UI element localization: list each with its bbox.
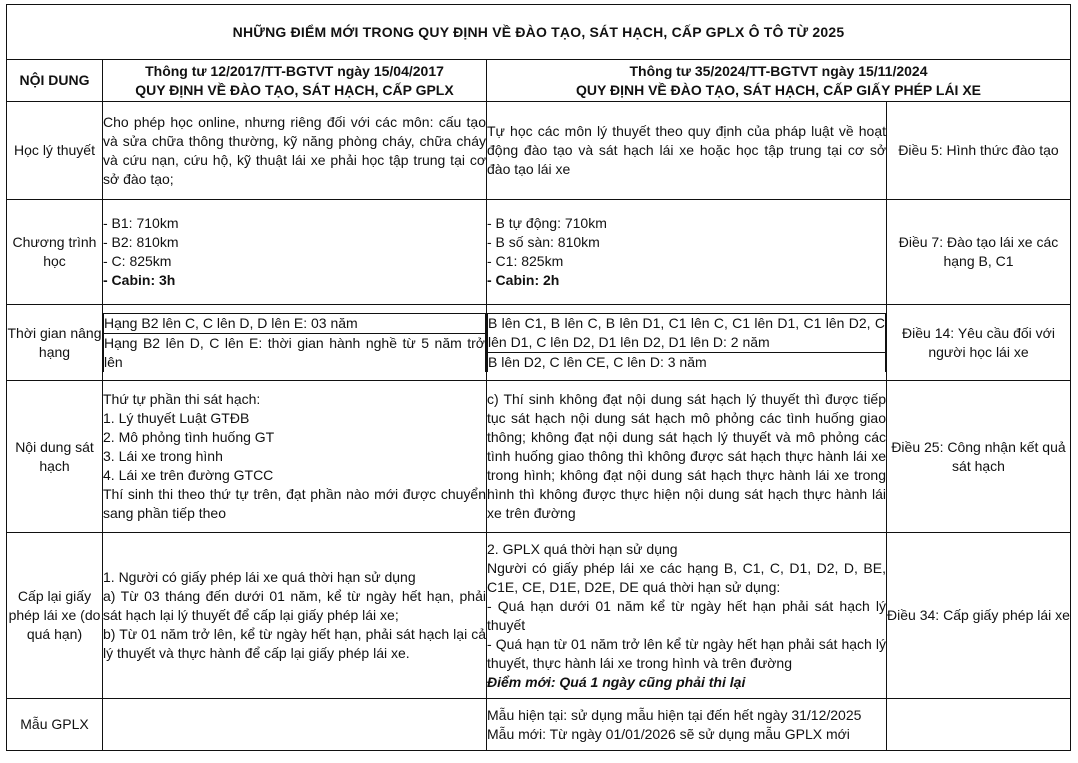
list-item: 2. GPLX quá thời hạn sử dụng [487, 540, 678, 557]
table-row [7, 305, 1071, 381]
list-item: 1. Lý thuyết Luật GTĐB [103, 410, 250, 426]
table-row [7, 200, 1071, 305]
table-row [7, 102, 1071, 200]
row-label: Chương trình học [7, 200, 103, 305]
document-title: NHỮNG ĐIỂM MỚI TRONG QUY ĐỊNH VỀ ĐÀO TẠO, SÁT HẠCH, CẤP GPLX Ô TÔ TỪ 2025 [7, 5, 1071, 60]
article-reference: Điều 14: Yêu cầu đối với người học lái xe [887, 305, 1071, 381]
list-item: - B1: 710km [103, 215, 179, 231]
sub-table [103, 313, 486, 372]
list-item: Mẫu mới: Từ ngày 01/01/2026 sẽ sử dụng mẫu GPLX mới [487, 725, 850, 742]
article-reference: Điều 34: Cấp giấy phép lái xe [887, 533, 1071, 699]
list-item: 2. Mô phỏng tình huống GT [103, 429, 275, 445]
comparison-table [6, 4, 1071, 751]
list-item: a) Từ 03 tháng đến dưới 01 năm, kể từ ngày hết hạn, phải sát hạch lại lý thuyết để cấp lại giấy phép lái xe; [103, 588, 486, 623]
header-new-regulation [487, 60, 1071, 102]
paragraph: Thí sinh thi theo thứ tự trên, đạt phần nào mới được chuyển sang phần tiếp theo [103, 486, 486, 521]
list-item: - B tự động: 710km [487, 215, 607, 231]
article-reference: Điều 7: Đào tạo lái xe các hạng B, C1 [887, 200, 1071, 305]
row-label: Học lý thuyết [7, 102, 103, 200]
list-item: - C: 825km [103, 253, 172, 269]
sub-item: B lên D2, C lên CE, C lên D: 3 năm [488, 353, 886, 373]
old-regulation-cell [103, 533, 487, 699]
list-item: - Quá hạn dưới 01 năm kể từ ngày hết hạn phải sát hạch lý thuyết [487, 597, 886, 633]
article-reference [887, 699, 1071, 751]
row-label: Mẫu GPLX [7, 699, 103, 751]
list-item: - B2: 810km [103, 234, 179, 250]
list-item-bold: - Cabin: 3h [103, 272, 176, 288]
old-regulation-cell [103, 200, 487, 305]
article-reference: Điều 5: Hình thức đào tạo [887, 102, 1071, 200]
highlight-note: Điểm mới: Quá 1 ngày cũng phải thi lại [487, 673, 746, 690]
sub-item: Hạng B2 lên C, C lên D, D lên E: 03 năm [104, 314, 486, 334]
list-item: Thứ tự phần thi sát hạch: [103, 391, 261, 407]
new-regulation-cell [487, 533, 887, 699]
list-item-bold: - Cabin: 2h [487, 272, 560, 288]
new-regulation-cell [487, 305, 887, 381]
header-content: NỘI DUNG [7, 60, 103, 102]
list-item: - B số sàn: 810km [487, 234, 600, 250]
row-label: Nội dung sát hạch [7, 381, 103, 533]
new-regulation-cell [487, 200, 887, 305]
header-new-line2: QUY ĐỊNH VỀ ĐÀO TẠO, SÁT HẠCH, CẤP GIẤY PHÉP LÁI XE [575, 81, 982, 98]
old-regulation-cell [103, 305, 487, 381]
list-item: 3. Lái xe trong hình [103, 448, 223, 464]
sub-table [487, 313, 886, 372]
list-item: Người có giấy phép lái xe các hạng B, C1, C, D1, D2, D, BE, C1E, CE, D1E, D2E, DE quá thời hạn sử dụng: [487, 559, 886, 595]
header-row [7, 60, 1071, 102]
sub-item: Hạng B2 lên D, C lên E: thời gian hành nghề từ 5 năm trở lên [104, 335, 485, 370]
table-row [7, 699, 1071, 751]
row-label: Cấp lại giấy phép lái xe (do quá hạn) [7, 533, 103, 699]
header-old-line1: Thông tư 12/2017/TT-BGTVT ngày 15/04/2017 [145, 62, 444, 79]
new-regulation-cell: Tự học các môn lý thuyết theo quy định của pháp luật về hoạt động đào tạo và sát hạch lái xe hoặc học tập trung tại cơ sở đào tạo lái xe [487, 102, 887, 200]
list-item: - C1: 825km [487, 253, 564, 269]
header-old-line2: QUY ĐỊNH VỀ ĐÀO TẠO, SÁT HẠCH, CẤP GPLX [135, 81, 454, 98]
list-item: b) Từ 01 năm trở lên, kể từ ngày hết hạn, phải sát hạch lại cả lý thuyết và thực hành để cấp lại giấy phép lái xe. [103, 626, 486, 661]
table-row [7, 381, 1071, 533]
header-new-line1: Thông tư 35/2024/TT-BGTVT ngày 15/11/2024 [629, 62, 928, 79]
new-regulation-cell: c) Thí sinh không đạt nội dung sát hạch lý thuyết thì được tiếp tục sát hạch nội dung sát hạch mô phỏng các tình huống giao thông; không đạt nội dung sát hạch lý thuyết và mô phỏng các tình huống giao thông thì không được sát hạch thực hành lái xe trong hình; không đạt nội dung sát hạch thực hành lái xe trong hình thì không được thực hiện nội dung sát hạch thực hành lái xe trên đường [487, 381, 887, 533]
old-regulation-cell [103, 699, 487, 751]
article-reference: Điều 25: Công nhận kết quả sát hạch [887, 381, 1071, 533]
old-regulation-cell [103, 381, 487, 533]
old-regulation-cell: Cho phép học online, nhưng riêng đối với các môn: cấu tạo và sửa chữa thông thường, kỹ năng phòng cháy, chữa cháy và cứu nạn, cứu hộ, kỹ thuật lái xe phải học tập trung tại cơ sở đào tạo; [103, 102, 487, 200]
list-item: 1. Người có giấy phép lái xe quá thời hạn sử dụng [103, 569, 416, 585]
row-label: Thời gian nâng hạng [7, 305, 103, 381]
header-old-regulation [103, 60, 487, 102]
list-item: - Quá hạn từ 01 năm trở lên kể từ ngày hết hạn phải sát hạch lý thuyết, thực hành lái xe trong hình và trên đường [487, 635, 886, 671]
table-row [7, 533, 1071, 699]
title-row [7, 5, 1071, 60]
list-item: 4. Lái xe trên đường GTCC [103, 467, 274, 483]
list-item: Mẫu hiện tại: sử dụng mẫu hiện tại đến hết ngày 31/12/2025 [487, 706, 862, 723]
new-regulation-cell [487, 699, 887, 751]
sub-item: B lên C1, B lên C, B lên D1, C1 lên C, C1 lên D1, C1 lên D2, C lên D1, C lên D2, D1 lên D2, D1 lên D: 2 năm [488, 314, 886, 353]
